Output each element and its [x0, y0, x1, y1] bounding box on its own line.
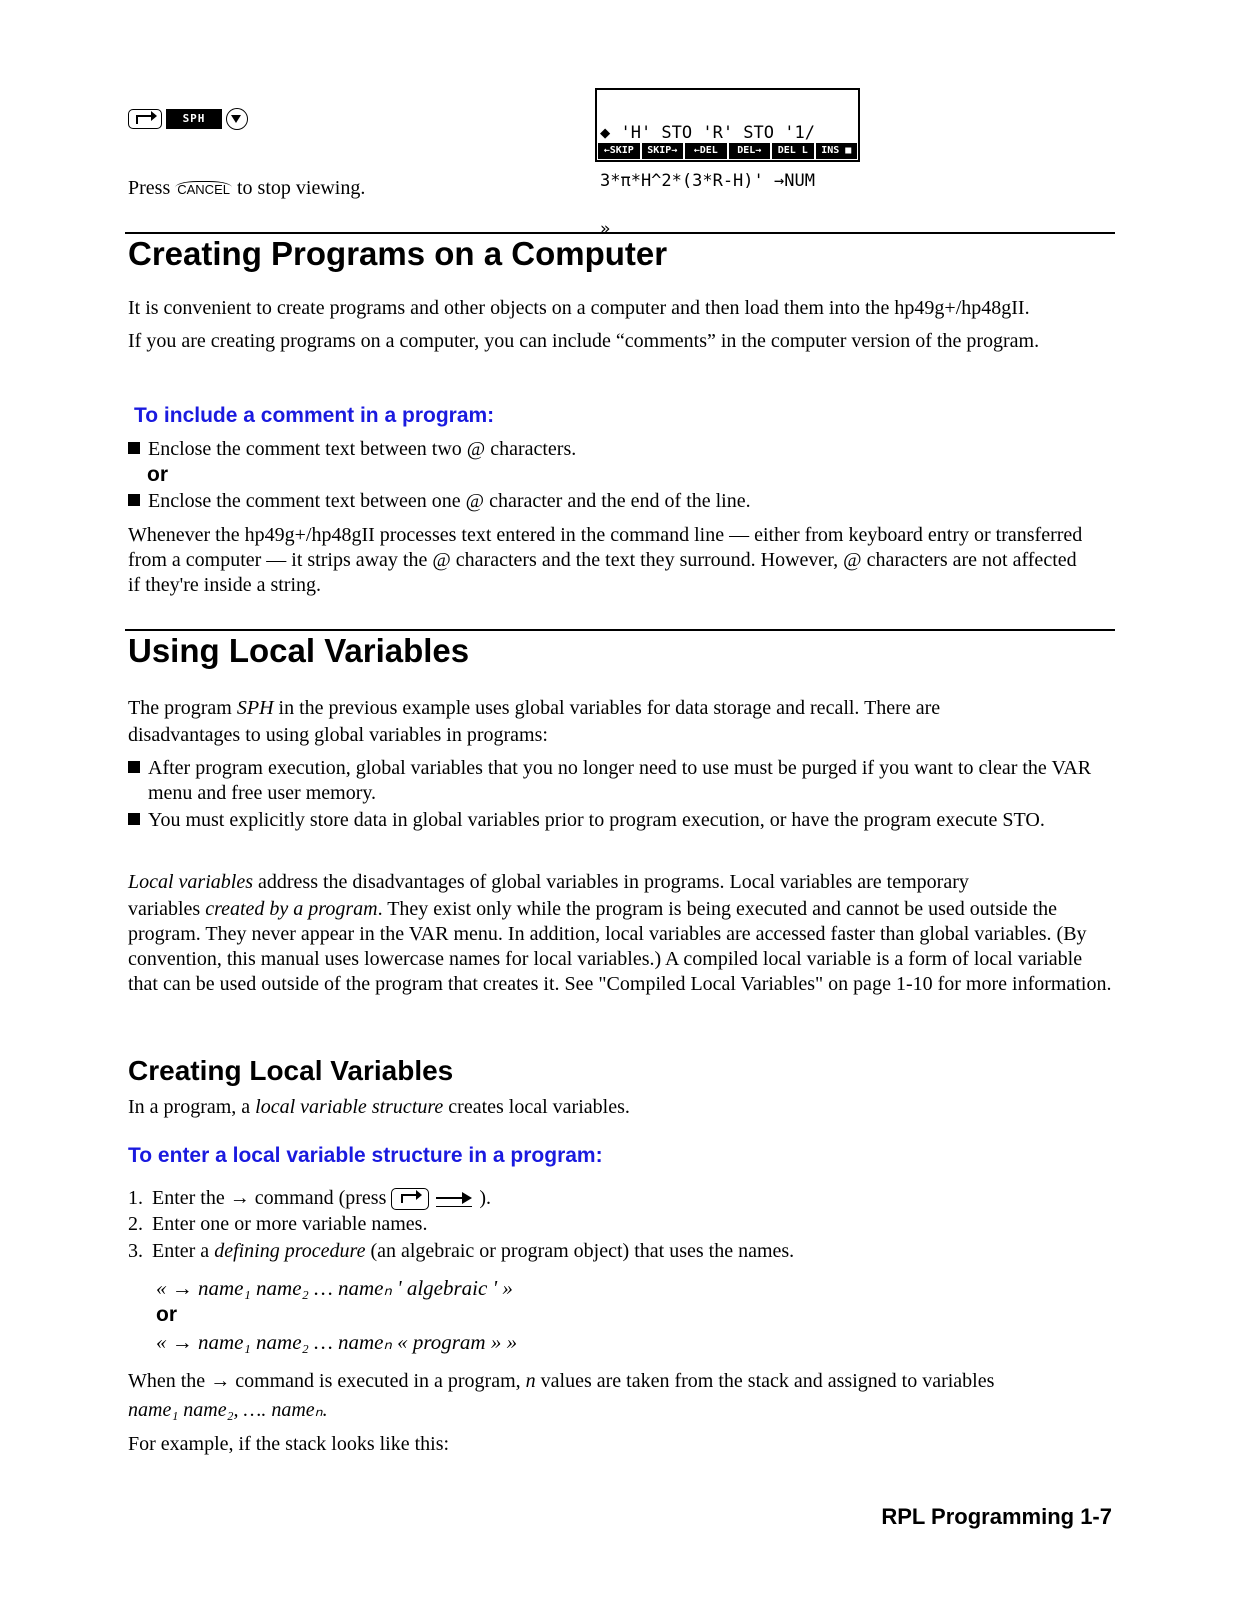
step-text: (an algebraic or program object) that uses the names. [370, 1240, 795, 1262]
term-defining-procedure: defining procedure [214, 1240, 366, 1262]
text-run: in the previous example uses global variables for data storage and recall. There are disadvantages to using global variables in programs: [128, 697, 941, 746]
lcd-menu-skip-left: ←SKIP [598, 143, 640, 159]
paragraph: It is convenient to create programs and other objects on a computer and then load them into the hp49g+/hp48gII. [128, 297, 1030, 319]
term-local-variables: Local variables [128, 871, 253, 893]
procedure-title-enter-structure: To enter a local variable structure in a program: [128, 1144, 603, 1167]
bullet-icon [128, 756, 148, 781]
bullet-item [128, 756, 1103, 806]
subsection-title-creating-local-variables: Creating Local Variables [128, 1055, 454, 1086]
section-title-creating-programs: Creating Programs on a Computer [128, 235, 668, 272]
sph-softkey: SPH [166, 109, 222, 129]
bullet-text: You must explicitly store data in global variables prior to program execution, or have the program execute STO. [148, 809, 1045, 831]
lcd-menu-del-l: DEL L [772, 143, 814, 159]
lcd-line-3: » [600, 219, 611, 239]
lcd-menu-skip-right: SKIP→ [642, 143, 684, 159]
text-run: The program [128, 697, 232, 719]
bullet-icon [128, 489, 148, 514]
bullet-text: After program execution, global variables that you no longer need to use must be purged if you want to clear the VAR menu and free user memory. [148, 757, 1092, 804]
procedure-title-include-comment: To include a comment in a program: [134, 404, 495, 427]
key-sequence [128, 108, 248, 134]
lcd-menu-bar [598, 143, 857, 159]
stop-viewing-text: to stop viewing. [236, 177, 366, 199]
step-item [128, 1239, 794, 1264]
text-run: When the → command is executed in a program, [128, 1370, 521, 1392]
term-created-by-program: created by a program [205, 898, 378, 920]
text-run: . They exist only while the program is being executed and cannot be used outside the program. They never appear in the VAR menu. In addition, local variables are accessed faster than global variables. (By convention, this manual uses lowercase names for local variables.) A compiled local variable is a form of local variable that can be used outside of the program that creates it. See "Compiled Local Variables" on page 1-10 for more information. [128, 898, 1112, 995]
paragraph-continued [128, 1398, 328, 1423]
variable-names: name₁ name₂, …. nameₙ. [128, 1399, 328, 1421]
lcd-menu-del-right: DEL→ [729, 143, 771, 159]
bullet-icon [128, 808, 148, 833]
syntax-program: « → name₁ name₂ … nameₙ « program » » [156, 1330, 518, 1354]
text-run: variables [128, 898, 201, 920]
paragraph-continued [128, 897, 1113, 997]
or-separator: or [147, 463, 168, 486]
step-item [128, 1186, 491, 1211]
bullet-text: Enclose the comment text between one @ character and the end of the line. [148, 490, 751, 512]
step-text: Enter the → command (press [152, 1187, 387, 1209]
text-run: In a program, a [128, 1096, 251, 1118]
step-number: 2. [128, 1213, 143, 1235]
text-run: address the disadvantages of global variables in programs. Local variables are temporary [258, 871, 969, 893]
right-shift-key-icon [128, 109, 162, 129]
variable-n: n [525, 1370, 536, 1392]
paragraph: For example, if the stack looks like this: [128, 1433, 450, 1455]
paragraph: If you are creating programs on a computer, you can include “comments” in the computer version of the program. [128, 330, 1040, 352]
lcd-menu-del-left: ←DEL [685, 143, 727, 159]
bullet-icon [128, 437, 148, 462]
page-footer: RPL Programming 1-7 [881, 1504, 1112, 1529]
text-run: values are taken from the stack and assigned to variables [540, 1370, 995, 1392]
section-title-using-local-variables: Using Local Variables [128, 632, 470, 669]
or-separator: or [156, 1303, 177, 1326]
store-arrow-key-icon [434, 1189, 474, 1209]
step-text: Enter one or more variable names. [152, 1213, 428, 1235]
step-number: 1. [128, 1187, 143, 1209]
text-run: creates local variables. [448, 1096, 630, 1118]
press-cancel-line [128, 176, 365, 202]
bullet-item [128, 489, 751, 514]
calculator-lcd-screen [595, 88, 860, 239]
bullet-item [128, 437, 576, 462]
bullet-text: Enclose the comment text between two @ characters. [148, 438, 577, 460]
paragraph [128, 868, 1113, 896]
paragraph [128, 1095, 630, 1120]
paragraph: Whenever the hp49g+/hp48gII processes text entered in the command line — either from keyboard entry or transferred from a computer — it strips away the @ characters and the text they surround. However, @ characters are not affected if they're inside a string. [128, 524, 1083, 596]
lcd-menu-ins: INS ■ [816, 143, 858, 159]
step-text: ). [479, 1187, 492, 1209]
paragraph [128, 695, 1028, 749]
press-text: Press [128, 177, 171, 199]
lcd-line-2: 3*π*H^2*(3*R-H)' →NUM [600, 171, 815, 191]
lcd-line-1: ◆ 'H' STO 'R' STO '1/ [600, 123, 815, 143]
step-item [128, 1212, 427, 1237]
program-name-sph: SPH [236, 697, 274, 719]
cancel-key-icon: CANCEL [177, 182, 230, 197]
step-number: 3. [128, 1240, 143, 1262]
right-shift-key-icon [391, 1188, 429, 1210]
term-local-variable-structure: local variable structure [255, 1096, 444, 1118]
step-text: Enter a [152, 1240, 210, 1262]
down-arrow-key-icon [226, 108, 248, 130]
syntax-algebraic: « → name₁ name₂ … nameₙ ' algebraic ' » [156, 1276, 513, 1300]
paragraph [128, 1369, 994, 1394]
bullet-item [128, 808, 1103, 833]
